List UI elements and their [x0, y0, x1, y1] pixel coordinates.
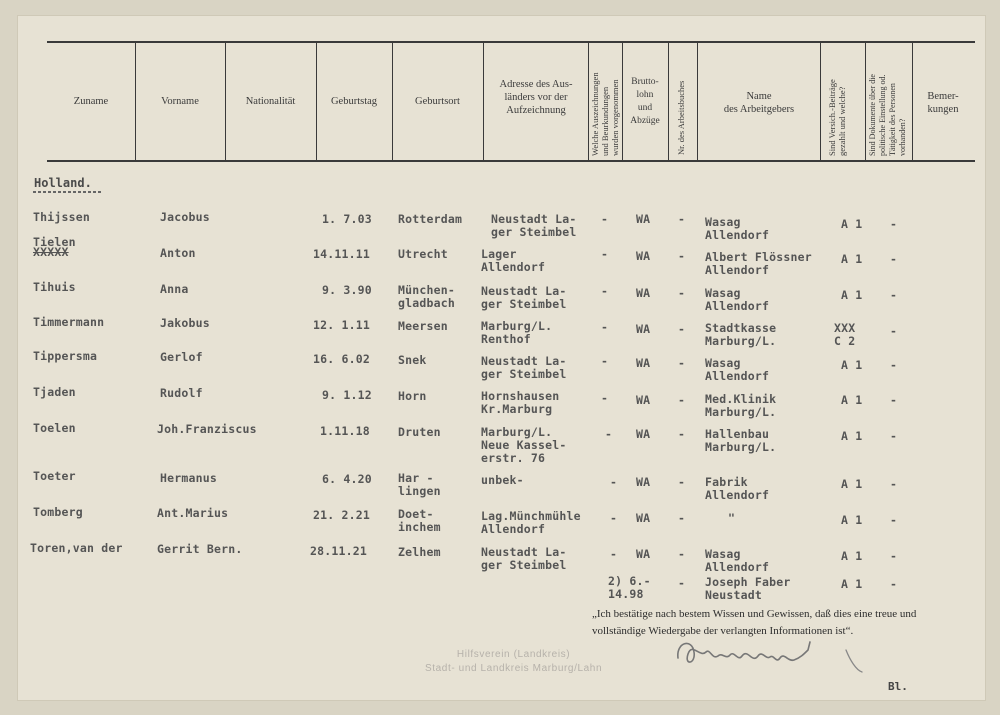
row-auszeichnung: - [601, 391, 609, 405]
row-zuname: Timmermann [33, 315, 105, 329]
country-heading: Holland. [34, 176, 92, 190]
header-bemerkungen: Bemer- kungen [927, 91, 959, 115]
row-nr: - [678, 427, 686, 441]
row-dok: - [890, 252, 898, 266]
extra-nr: - [678, 576, 686, 590]
row-lohn: WA [636, 427, 651, 441]
row-geburtstag: 28.11.21 [310, 544, 367, 558]
row-dok: - [890, 477, 898, 491]
row-vorname: Anna [160, 282, 189, 296]
row-adresse: Hornshausen Kr.Marburg [481, 389, 560, 416]
row-nr: - [678, 286, 686, 300]
row-nr: - [678, 249, 686, 263]
row-adresse: Lag.Münchmühle Allendorf [481, 509, 581, 536]
row-nr: - [678, 393, 686, 407]
row-dok: - [890, 324, 898, 338]
row-adresse: Marburg/L. Neue Kassel- erstr. 76 [481, 425, 567, 465]
row-adresse: Neustadt La- ger Steimbel [481, 284, 567, 311]
row-geburtsort: Doet- inchem [398, 507, 441, 534]
row-vorname: Rudolf [160, 386, 203, 400]
country-underline [33, 191, 103, 193]
row-geburtsort: Snek [398, 353, 427, 367]
row-nr: - [678, 322, 686, 336]
row-nr: - [678, 511, 686, 525]
row-vorname: Jacobus [160, 210, 210, 224]
row-geburtstag: 16. 6.02 [313, 352, 370, 366]
row-adresse: Lager Allendorf [481, 247, 546, 274]
row-versich: A 1 [841, 288, 863, 302]
row-zuname: Tihuis [33, 280, 76, 294]
header-versich: Sind Versich.-Beiträge gezahlt und welche? [827, 79, 847, 156]
row-zuname: Toren,van der [30, 541, 123, 555]
header-auszeichnungen: Welche Auszeichnungen und Beurkundungen wurden vorgenommen [590, 72, 620, 156]
row-versich: A 1 [841, 513, 863, 527]
row-geburtstag: 6. 4.20 [322, 472, 372, 486]
row-dok: - [890, 393, 898, 407]
row-dok: - [890, 549, 898, 563]
row-lohn: WA [636, 511, 651, 525]
row-geburtstag: 9. 1.12 [322, 388, 372, 402]
col-divider [697, 43, 698, 160]
row-geburtsort: Zelhem [398, 545, 441, 559]
row-zuname: Tippersma [33, 349, 98, 363]
row-geburtstag: 1. 7.03 [322, 212, 372, 226]
row-vorname: Gerrit Bern. [157, 542, 243, 556]
row-versich: A 1 [841, 393, 863, 407]
row-versich: A 1 [841, 217, 863, 231]
col-divider [588, 43, 589, 160]
row-auszeichnung: - [601, 320, 609, 334]
row-arbeitgeber: Albert Flössner Allendorf [705, 250, 812, 277]
header-zuname: Zuname [73, 96, 109, 107]
row-zuname: XXXXX [33, 245, 69, 259]
row-geburtsort: Druten [398, 425, 441, 439]
row-lohn: WA [636, 249, 651, 263]
row-lohn: WA [636, 475, 651, 489]
header-top-rule [47, 41, 975, 43]
extra-lohn: 2) 6.- 14.98 [608, 574, 651, 601]
row-lohn: WA [636, 356, 651, 370]
row-versich: A 1 [841, 477, 863, 491]
row-geburtstag: 9. 3.90 [322, 283, 372, 297]
row-geburtsort: München- gladbach [398, 283, 455, 310]
row-zuname: Toeter [33, 469, 76, 483]
row-versich: A 1 [841, 429, 863, 443]
row-vorname: Anton [160, 246, 196, 260]
row-lohn: WA [636, 212, 651, 226]
row-arbeitgeber: Wasag Allendorf [705, 215, 770, 242]
row-adresse: unbek- [481, 473, 524, 487]
faded-stamp: Hilfsverein (Landkreis) Stadt- und Landkreis Marburg/Lahn [425, 649, 603, 674]
row-arbeitgeber: Wasag Allendorf [705, 547, 770, 574]
row-nr: - [678, 475, 686, 489]
row-geburtstag: 1.11.18 [320, 424, 370, 438]
row-geburtsort: Meersen [398, 319, 448, 333]
col-divider [865, 43, 866, 160]
row-auszeichnung: - [601, 284, 609, 298]
row-adresse: Neustadt La- ger Steimbel [481, 545, 567, 572]
row-auszeichnung: - [610, 511, 618, 525]
row-auszeichnung: - [610, 475, 618, 489]
row-versich: A 1 [841, 549, 863, 563]
row-auszeichnung: - [610, 547, 618, 561]
row-zuname: Thijssen [33, 210, 90, 224]
row-zuname: Tomberg [33, 505, 83, 519]
row-geburtsort: Rotterdam [398, 212, 463, 226]
row-vorname: Hermanus [160, 471, 217, 485]
row-lohn: WA [636, 286, 651, 300]
row-nr: - [678, 212, 686, 226]
header-dokumente: Sind Dokumente über die politische Einstellung od. Tätigkeit des Personen vorhanden? [868, 74, 907, 156]
row-versich: XXX C 2 [834, 321, 856, 348]
row-auszeichnung: - [601, 247, 609, 261]
row-vorname: Ant.Marius [157, 506, 229, 520]
row-dok: - [890, 217, 898, 231]
header-arbeitsbuch: Nr. des Arbeitsbuches [676, 80, 686, 155]
row-geburtsort: Har - lingen [398, 471, 441, 498]
row-adresse: Marburg/L. Renthof [481, 319, 553, 346]
row-arbeitgeber: Wasag Allendorf [705, 286, 770, 313]
col-divider [912, 43, 913, 160]
col-divider [668, 43, 669, 160]
row-zuname-correction: Tielen [33, 235, 76, 249]
header-arbeitgeber: Name des Arbeitgebers [723, 91, 795, 115]
row-dok: - [890, 358, 898, 372]
row-arbeitgeber: Fabrik Allendorf [705, 475, 770, 502]
row-lohn: WA [636, 547, 651, 561]
row-nr: - [678, 547, 686, 561]
row-arbeitgeber: Stadtkasse Marburg/L. [705, 321, 777, 348]
header-vorname: Vorname [161, 96, 199, 107]
header-geburtsort: Geburtsort [415, 96, 460, 107]
row-geburtsort: Horn [398, 389, 427, 403]
row-dok: - [890, 513, 898, 527]
row-zuname: Toelen [33, 421, 76, 435]
row-arbeitgeber: Hallenbau Marburg/L. [705, 427, 777, 454]
row-arbeitgeber: Wasag Allendorf [705, 356, 770, 383]
header-nationalitaet: Nationalität [245, 96, 296, 107]
row-arbeitgeber: Med.Klinik Marburg/L. [705, 392, 777, 419]
row-versich: A 1 [841, 358, 863, 372]
extra-arbeitgeber: Joseph Faber Neustadt [705, 575, 791, 602]
col-divider [820, 43, 821, 160]
row-adresse: Neustadt La- ger Steimbel [481, 354, 567, 381]
row-lohn: WA [636, 393, 651, 407]
extra-dok: - [890, 577, 898, 591]
row-vorname: Jakobus [160, 316, 210, 330]
row-auszeichnung: - [605, 427, 613, 441]
signature [670, 630, 870, 680]
row-nr: - [678, 356, 686, 370]
row-dok: - [890, 429, 898, 443]
row-geburtsort: Utrecht [398, 247, 448, 261]
row-geburtstag: 14.11.11 [313, 247, 370, 261]
page-corner-mark: Bl. [888, 680, 908, 693]
row-vorname: Gerlof [160, 350, 203, 364]
row-dok: - [890, 288, 898, 302]
col-divider [483, 43, 484, 160]
row-lohn: WA [636, 322, 651, 336]
row-arbeitgeber: " [728, 511, 736, 525]
row-auszeichnung: - [601, 212, 609, 226]
row-vorname: Joh.Franziscus [157, 422, 257, 436]
header-bruttolohn: Brutto- lohn und Abzüge [630, 77, 660, 126]
row-geburtstag: 21. 2.21 [313, 508, 370, 522]
row-versich: A 1 [841, 252, 863, 266]
header-bottom-rule [47, 160, 975, 162]
confirmation-note: „Ich bestätige nach bestem Wissen und Gewissen, daß dies eine treue und vollständige Wiedergabe der verlangten Informationen ist“. [592, 608, 917, 637]
row-geburtstag: 12. 1.11 [313, 318, 370, 332]
row-auszeichnung: - [601, 354, 609, 368]
row-adresse: Neustadt La- ger Steimbel [491, 212, 577, 239]
header-adresse: Adresse des Aus- länders vor der Aufzeichnung [499, 79, 573, 116]
row-zuname: Tjaden [33, 385, 76, 399]
extra-versich: A 1 [841, 577, 863, 591]
header-geburtstag: Geburtstag [330, 96, 378, 107]
